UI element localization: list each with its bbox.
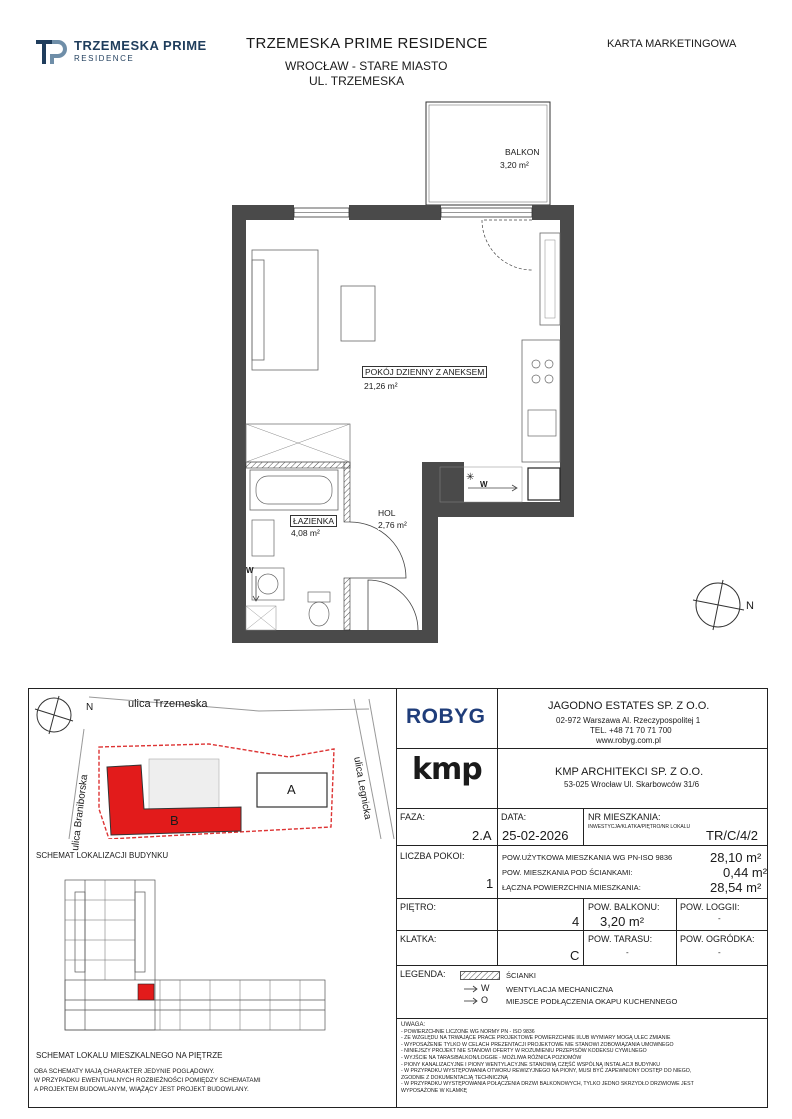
street-top: ulica Trzemeska <box>128 698 208 710</box>
site-plan-caption: SCHEMAT LOKALIZACJI BUDYNKU <box>36 851 169 860</box>
pu-label: POW.UŻYTKOWA MIESZKANIA WG PN-ISO 9836 <box>502 853 673 862</box>
developer-logo: ROBYG <box>406 705 486 728</box>
notes <box>401 1022 761 1095</box>
room-balkon-area: 3,20 m² <box>500 160 529 170</box>
room-pokoj-area: 21,26 m² <box>364 381 398 391</box>
floor-scheme-caption: SCHEMAT LOKALU MIESZKALNEGO NA PIĘTRZE <box>36 1051 223 1060</box>
compass-north-small: N <box>86 702 94 713</box>
ps-label: POW. MIESZKANIA POD ŚCIANKAMI: <box>502 868 633 877</box>
logo-name: TRZEMESKA PRIME <box>74 38 207 53</box>
nr-label: NR MIESZKANIA: <box>588 812 661 822</box>
ventilation-marker: W <box>480 480 488 489</box>
pokoje-label: LICZBA POKOI: <box>400 851 465 861</box>
building-a-label: A <box>287 782 296 797</box>
floor-scheme <box>40 872 340 1042</box>
note-line: - W PRZYPADKU WYSTĘPOWANIA OTWORU REWIZYJNEGO NA PIONY, MUSI BYĆ ZAPEWNIONY DOSTĘP DO NIEGO, <box>401 1068 692 1075</box>
ogrodek-value: - <box>718 948 721 957</box>
note-line: ZGODNIE Z DOKUMENTACJĄ TECHNICZNĄ <box>401 1074 509 1081</box>
pu-value: 28,10 m² <box>710 850 762 865</box>
disclaimer-3: A PROJEKTEM BUDOWLANYM, WIĄŻĄCY JEST PROJEKT BUDOWLANY. <box>34 1086 249 1093</box>
room-lazienka-name: ŁAZIENKA <box>290 515 337 527</box>
developer-name: JAGODNO ESTATES SP. Z O.O. <box>548 700 710 712</box>
marker-star: ✳ <box>466 472 475 483</box>
street-right: ulica Legnicka <box>351 756 374 821</box>
location-line-1: WROCŁAW - STARE MIASTO <box>285 59 448 73</box>
note-line: UWAGA: <box>401 1022 426 1028</box>
street-left: ulica Braniborska <box>70 773 91 852</box>
ogrodek-label: POW. OGRÓDKA: <box>680 934 755 944</box>
balkon-value: 3,20 m² <box>600 914 645 929</box>
note-line: - WYPOSAŻENIE TYLKO W CELACH PREZENTACJI PROJEKTOWE NIE STANOWI ZOBOWIĄZANIA UMOWNEGO <box>401 1041 674 1048</box>
legend-title: LEGENDA: <box>400 969 446 979</box>
architect-address: 53-025 Wrocław Ul. Skarbowców 31/6 <box>564 780 700 789</box>
faza-label: FAZA: <box>400 812 426 822</box>
nr-sublabel: INWESTYCJA/KLATKA/PIĘTRO/NR LOKALU <box>588 824 691 830</box>
note-line: WYPOSAŻONE W KLAMKĘ <box>401 1087 468 1094</box>
nr-value: TR/C/4/2 <box>706 828 759 843</box>
page-title: TRZEMESKA PRIME RESIDENCE <box>246 35 488 52</box>
ps-value: 0,44 m² <box>723 865 768 880</box>
legend-item-hood: MIEJSCE PODŁĄCZENIA OKAPU KUCHENNEGO <box>506 997 678 1006</box>
loggia-value: - <box>718 914 721 923</box>
data-value: 25-02-2026 <box>502 828 569 843</box>
klatka-value: C <box>570 948 580 963</box>
room-pokoj-name: POKÓJ DZIENNY Z ANEKSEM <box>362 366 487 378</box>
site-compass-icon <box>35 696 73 734</box>
loggia-label: POW. LOGGII: <box>680 902 740 912</box>
pc-value: 28,54 m² <box>710 880 762 895</box>
note-line: - ZE WZGLĘDU NA TRWAJĄCE PRACE PROJEKTOWE POWIERZCHNIE I/LUB WYMIARY MOGĄ ULEC ZMIANIE <box>401 1035 671 1042</box>
legend-item-walls: ŚCIANKI <box>506 971 537 980</box>
arrow-icon <box>462 985 478 1007</box>
ventilation-marker-bath: W <box>246 566 254 575</box>
pokoje-value: 1 <box>486 876 494 891</box>
architect-name: KMP ARCHITEKCI SP. Z O.O. <box>555 766 704 778</box>
legend-w: W <box>481 983 490 993</box>
developer-web: www.robyg.com.pl <box>596 736 661 745</box>
legend-item-ventilation: WENTYLACJA MECHANICZNA <box>506 985 614 994</box>
pietro-value: 4 <box>572 914 580 929</box>
building-b-label: B <box>170 813 179 828</box>
note-line: - NINIEJSZY PROJEKT NIE STANOWI OFERTY W ROZUMIENIU PRZEPISÓW KODEKSU CYWILNEGO <box>401 1048 647 1055</box>
room-hol-area: 2,76 m² <box>378 520 407 530</box>
faza-value: 2.A <box>472 828 492 843</box>
disclaimer-2: W PRZYPADKU EWENTUALNYCH ROZBIEŻNOŚCI POMIĘDZY SCHEMATAMI <box>34 1077 261 1084</box>
pietro-label: PIĘTRO: <box>400 902 437 912</box>
room-lazienka-area: 4,08 m² <box>291 528 320 538</box>
data-label: DATA: <box>501 812 527 822</box>
note-line: - POWIERZCHNIE LICZONE WG NORMY PN - ISO 9836 <box>401 1028 535 1035</box>
room-balkon-name: BALKON <box>505 147 540 157</box>
logo-sub: RESIDENCE <box>74 54 135 63</box>
developer-address: 02-972 Warszawa Al. Rzeczypospolitej 1 <box>556 716 701 725</box>
note-line: - W PRZYPADKU WYSTĘPOWANIA POŁĄCZENIA DRZWI BALKONOWYCH, TYLKO JEDNO SKRZYDŁO DRZWIOWE JEST <box>401 1081 694 1088</box>
compass-north: N <box>746 600 754 612</box>
legend-wall-swatch <box>460 971 500 981</box>
compass-icon <box>693 580 744 630</box>
balkon-label: POW. BALKONU: <box>588 902 660 912</box>
taras-label: POW. TARASU: <box>588 934 653 944</box>
architect-logo: kmp <box>412 752 482 787</box>
note-line: - PIONY KANALIZACYJNE I PIONY WENTYLACYJNE STANOWIĄ CZĘŚĆ WSPÓLNĄ INSTALACJI BUDYNKU <box>401 1061 661 1068</box>
taras-value: - <box>626 948 629 957</box>
klatka-label: KLATKA: <box>400 934 437 944</box>
card-type: KARTA MARKETINGOWA <box>607 38 737 50</box>
room-hol-name: HOL <box>378 508 396 518</box>
pc-label: ŁĄCZNA POWIERZCHNIA MIESZKANIA: <box>502 883 641 892</box>
disclaimer-1: OBA SCHEMATY MAJĄ CHARAKTER JEDYNIE POGLĄDOWY. <box>34 1068 215 1075</box>
note-line: - WYJŚCIE NA TARAS/BALKON/LOGGIE - MOŻLIWA RÓŻNICA POZIOMÓW <box>401 1054 582 1061</box>
developer-tel: TEL. +48 71 70 71 700 <box>590 726 672 735</box>
legend-o: O <box>481 995 489 1005</box>
location-line-2: UL. TRZEMESKA <box>309 74 405 88</box>
